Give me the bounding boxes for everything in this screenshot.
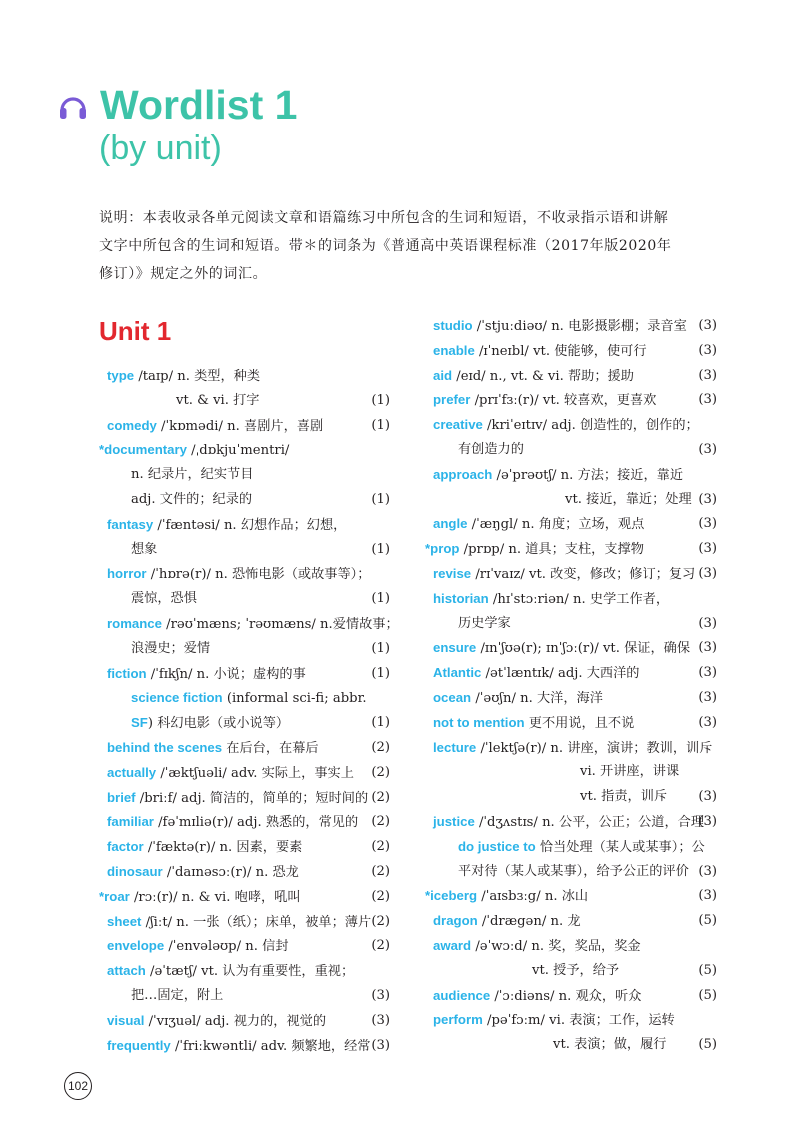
- level-marker: (3): [698, 491, 717, 507]
- definition-text: /ˈəʊʃn/ n. 大洋，海洋: [471, 690, 603, 706]
- wordlist-line: [425, 984, 717, 1009]
- definition-text: 历史学家: [458, 615, 511, 631]
- definition-text: 震惊，恐惧: [131, 591, 197, 607]
- wordlist-line: [99, 389, 390, 414]
- headword: comedy: [107, 417, 157, 433]
- definition-text: /eɪd/ n., vt. & vi. 帮助；援助: [452, 368, 634, 384]
- definition-text: 浪漫史；爱情: [131, 640, 211, 656]
- definition-text: /ˈvɪʒuəl/ adj. 视力的，视觉的: [144, 1013, 327, 1029]
- wordlist-line: [99, 364, 390, 389]
- wordlist-line: [99, 885, 390, 910]
- note-line: 说明：本表收录各单元阅读文章和语篇练习中所包含的生词和短语，不收录指示语和讲解: [99, 210, 669, 226]
- wordlist-line: [99, 761, 390, 786]
- headword: romance: [107, 615, 162, 631]
- wordlist-line: [99, 736, 390, 761]
- definition-text: /briːf/ adj. 简洁的，简单的；短时间的: [135, 790, 369, 806]
- headword: actually: [107, 764, 157, 780]
- explanation-note: [99, 204, 711, 288]
- level-marker: (3): [698, 714, 717, 730]
- definition-text: ) 科幻电影（或小说等）: [147, 716, 290, 732]
- headword: aid: [433, 367, 453, 383]
- level-marker: (3): [698, 516, 717, 532]
- wordlist-line: [425, 760, 717, 785]
- definition-text: vt. 指责，训斥: [580, 789, 668, 805]
- definition-text: /ˈfæktə(r)/ n. 因素，要素: [143, 840, 303, 856]
- headword: enable: [433, 342, 475, 358]
- wordlist-line: [425, 810, 717, 835]
- definition-text: /prɪˈfɜː(r)/ vt. 较喜欢，更喜欢: [470, 393, 657, 409]
- headword: prop: [430, 541, 460, 557]
- headword: not to mention: [433, 714, 525, 730]
- wordlist-line: [425, 438, 717, 463]
- out-of-standard-marker: *: [99, 442, 105, 458]
- level-marker: (3): [698, 367, 717, 383]
- level-marker: (3): [698, 565, 717, 581]
- wordlist-line: [425, 959, 717, 984]
- definition-text: n. 纪录片，纪实节目: [131, 467, 254, 483]
- wordlist-line: [425, 1008, 717, 1033]
- level-marker: (2): [371, 913, 390, 929]
- wordlist-line: [425, 314, 717, 339]
- definition-text: /ˈstjuːdiəʊ/ n. 电影摄影棚；录音室: [472, 319, 687, 334]
- level-marker: (1): [371, 417, 390, 433]
- wordlist-line: [425, 884, 717, 909]
- headword: envelope: [107, 938, 165, 954]
- level-marker: (3): [698, 392, 717, 408]
- definition-text: /prɒp/ n. 道具；支柱，支撑物: [459, 542, 644, 558]
- level-marker: (3): [371, 1037, 390, 1053]
- page-number: 102: [64, 1072, 92, 1100]
- headword: roar: [104, 888, 130, 904]
- headword: factor: [107, 839, 144, 855]
- definition-text: /rəʊˈmæns; ˈrəʊmæns/ n.爱情故事；: [161, 616, 399, 632]
- level-marker: (5): [698, 987, 717, 1003]
- wordlist-line: [99, 686, 390, 711]
- headword: frequently: [107, 1037, 171, 1053]
- level-marker: (3): [698, 441, 717, 457]
- page-title: Wordlist 1: [100, 82, 298, 128]
- headword: award: [433, 937, 472, 953]
- level-marker: (5): [698, 962, 717, 978]
- wordlist-line: [425, 785, 717, 810]
- headword: type: [107, 368, 135, 383]
- definition-text: /ˈlektʃə(r)/ n. 讲座，演讲；教训，训斥: [476, 740, 713, 756]
- wordlist-line: [99, 513, 390, 538]
- wordlist-line: [425, 463, 717, 488]
- level-marker: (5): [698, 913, 717, 929]
- level-marker: (5): [698, 1037, 717, 1053]
- headword: studio: [433, 318, 473, 333]
- headword: behind the scenes: [107, 739, 223, 755]
- definition-text: /ˈɔːdiəns/ n. 观众，听众: [490, 988, 642, 1004]
- out-of-standard-marker: *: [425, 541, 431, 557]
- page-subtitle: (by unit): [99, 129, 222, 167]
- wordlist-line: [425, 661, 717, 686]
- wordlist-line: [99, 438, 390, 463]
- level-marker: (1): [371, 665, 390, 681]
- definition-text: /hɪˈstɔːriən/ n. 史学工作者，: [488, 591, 670, 607]
- level-marker: (1): [371, 591, 390, 607]
- wordlist-line: [99, 835, 390, 860]
- wordlist-line: [425, 736, 717, 761]
- wordlist-line: [425, 711, 717, 736]
- wordlist-line: [99, 934, 390, 959]
- level-marker: (1): [371, 640, 390, 656]
- wordlist-line: [425, 413, 717, 438]
- definition-text: /ˌdɒkjuˈmentri/: [186, 443, 290, 459]
- definition-text: /ˈdaɪnəsɔː(r)/ n. 恐龙: [162, 864, 299, 880]
- headword: justice: [433, 813, 475, 829]
- out-of-standard-marker: *: [99, 888, 105, 904]
- wordlist-line: [425, 388, 717, 413]
- level-marker: (1): [371, 715, 390, 731]
- wordlist-line: [425, 909, 717, 934]
- definition-text: vi. 开讲座，讲课: [580, 764, 680, 780]
- headword: SF: [131, 715, 148, 731]
- level-marker: (2): [371, 764, 390, 780]
- wordlist-line: [425, 537, 717, 562]
- definition-text: 平对待（某人或某事），给予公正的评价: [458, 863, 689, 879]
- definition-text: 把…固定，附上: [131, 987, 224, 1003]
- note-line: 文字中所包含的生词和短语。带＊的词条为《普通高中英语课程标准（2017年版2020年: [99, 238, 672, 254]
- headword: angle: [433, 516, 468, 532]
- headword: audience: [433, 987, 491, 1003]
- headword: sheet: [107, 913, 142, 929]
- wordlist-line: [99, 538, 390, 563]
- headword: science fiction: [131, 690, 223, 706]
- wordlist-line: [99, 612, 399, 637]
- wordlist-line: [99, 984, 390, 1009]
- definition-text: /kriˈeɪtɪv/ adj. 创造性的，创作的；: [482, 418, 699, 434]
- level-marker: (2): [371, 863, 390, 879]
- definition-text: /pəˈfɔːm/ vi. 表演；工作，运转: [482, 1013, 675, 1029]
- headword: dinosaur: [107, 863, 163, 879]
- wordlist-line: [425, 488, 717, 513]
- headword: iceberg: [430, 888, 478, 904]
- definition-text: /ˈenvələʊp/ n. 信封: [164, 939, 289, 955]
- wordlist-line: [99, 463, 390, 488]
- level-marker: (3): [698, 665, 717, 681]
- level-marker: (3): [371, 1012, 390, 1028]
- headword: Atlantic: [433, 665, 482, 681]
- headword: prefer: [433, 392, 471, 408]
- definition-text: /əˈwɔːd/ n. 奖，奖品，奖金: [471, 938, 641, 954]
- headword: ensure: [433, 640, 477, 656]
- level-marker: (3): [698, 541, 717, 557]
- level-marker: (3): [698, 813, 717, 829]
- wordlist-line: [425, 512, 717, 537]
- definition-text: /rɪˈvaɪz/ vt. 改变，修改；修订；复习: [471, 566, 696, 582]
- out-of-standard-marker: *: [425, 888, 431, 904]
- level-marker: (1): [371, 491, 390, 507]
- definition-text: /rɔː(r)/ n. & vi. 咆哮，吼叫: [129, 889, 301, 905]
- definition-text: /ˈkɒmədi/ n. 喜剧片，喜剧: [156, 418, 324, 434]
- level-marker: (3): [698, 318, 717, 333]
- level-marker: (3): [371, 987, 390, 1003]
- wordlist-column-right: [425, 314, 717, 1058]
- wordlist-line: [425, 364, 717, 389]
- definition-text: /ˈhɒrə(r)/ n. 恐怖电影（或故事等）；: [146, 567, 371, 583]
- headword: attach: [107, 963, 146, 979]
- level-marker: (2): [371, 814, 390, 830]
- headword: fiction: [107, 665, 147, 681]
- wordlist-line: [99, 810, 390, 835]
- level-marker: (3): [698, 689, 717, 705]
- level-marker: (3): [698, 888, 717, 904]
- headword: revise: [433, 565, 472, 581]
- definition-text: /ˈaɪsbɜːg/ n. 冰山: [477, 889, 589, 905]
- wordlist-line: [425, 860, 717, 885]
- definition-text: vt. 授予，给予: [532, 962, 620, 978]
- headword: familiar: [107, 814, 154, 830]
- definition-text: /ˈæktʃuəli/ adv. 实际上，事实上: [156, 765, 354, 781]
- headword: brief: [107, 789, 136, 805]
- wordlist-line: [425, 636, 717, 661]
- level-marker: (3): [698, 789, 717, 805]
- headword: dragon: [433, 913, 478, 929]
- level-marker: (2): [371, 739, 390, 755]
- wordlist-line: [99, 786, 390, 811]
- level-marker: (1): [371, 541, 390, 557]
- level-marker: (2): [371, 839, 390, 855]
- definition-text: /ˈæŋgl/ n. 角度；立场，观点: [467, 517, 645, 533]
- level-marker: (3): [698, 863, 717, 879]
- wordlist-line: [425, 1033, 717, 1058]
- level-marker: (3): [698, 640, 717, 656]
- definition-text: /ətˈlæntɪk/ adj. 大西洋的: [481, 666, 640, 682]
- wordlist-line: [425, 686, 717, 711]
- definition-text: 恰当处理（某人或某事）；公: [535, 839, 705, 855]
- definition-text: /ʃiːt/ n. 一张（纸）；床单，被单；薄片: [141, 914, 372, 930]
- definition-text: /əˈprəʊtʃ/ n. 方法；接近，靠近: [492, 467, 684, 483]
- headword: perform: [433, 1012, 483, 1028]
- wordlist-line: [425, 562, 717, 587]
- wordlist-line: [99, 488, 390, 513]
- definition-text: (informal sci-fi; abbr.: [222, 691, 367, 707]
- level-marker: (2): [371, 789, 390, 805]
- definition-text: /taɪp/ n. 类型，种类: [134, 369, 261, 384]
- headword: documentary: [104, 442, 187, 458]
- definition-text: vt. 表演；做，履行: [553, 1037, 667, 1053]
- wordlist-line: [99, 637, 390, 662]
- level-marker: (1): [371, 392, 390, 408]
- definition-text: 在后台，在幕后: [222, 740, 319, 756]
- headword: fantasy: [107, 516, 154, 532]
- definition-text: vt. 接近，靠近；处理: [565, 491, 692, 507]
- definition-text: /ˈfɪkʃn/ n. 小说；虚构的事: [146, 666, 306, 682]
- wordlist-line: [425, 612, 717, 637]
- wordlist-line: [99, 910, 390, 935]
- wordlist-line: [99, 1034, 390, 1059]
- level-marker: (2): [371, 888, 390, 904]
- definition-text: /əˈtætʃ/ vt. 认为有重要性，重视；: [145, 964, 355, 980]
- wordlist-line: [99, 860, 390, 885]
- headword: creative: [433, 417, 483, 433]
- definition-text: /fəˈmɪliə(r)/ adj. 熟悉的，常见的: [153, 815, 359, 831]
- wordlist-line: [425, 339, 717, 364]
- definition-text: /ˈfriːkwəntli/ adv. 频繁地，经常: [170, 1038, 371, 1054]
- definition-text: /ɪnˈʃʊə(r); ɪnˈʃɔː(r)/ vt. 保证，确保: [476, 641, 691, 657]
- headword: lecture: [433, 739, 477, 755]
- wordlist-line: [99, 662, 390, 687]
- definition-text: /ˈfæntəsi/ n. 幻想作品；幻想，: [153, 517, 347, 533]
- wordlist-line: [99, 562, 390, 587]
- headword: horror: [107, 566, 147, 582]
- wordlist-line: [425, 934, 717, 959]
- level-marker: (3): [698, 342, 717, 358]
- definition-text: /ˈdrægən/ n. 龙: [477, 914, 581, 930]
- definition-text: adj. 文件的；纪录的: [131, 491, 253, 507]
- wordlist-line: [425, 835, 717, 860]
- headword: do justice to: [458, 838, 536, 854]
- definition-text: /ˈdʒʌstɪs/ n. 公平，公正；公道，合理: [474, 814, 705, 830]
- definition-text: 更不用说，且不说: [524, 715, 635, 731]
- definition-text: 想象: [131, 541, 158, 557]
- headword: ocean: [433, 689, 472, 705]
- unit-heading: Unit 1: [99, 316, 172, 346]
- wordlist-column-left: [99, 364, 399, 1058]
- definition-text: /ɪˈneɪbl/ vt. 使能够，使可行: [474, 343, 647, 359]
- wordlist-line: [99, 1009, 390, 1034]
- wordlist-line: [99, 711, 390, 736]
- wordlist-line: [99, 959, 390, 984]
- wordlist-line: [99, 587, 390, 612]
- definition-text: vt. & vi. 打字: [176, 392, 260, 408]
- headword: historian: [433, 590, 489, 606]
- definition-text: 有创造力的: [458, 441, 524, 457]
- note-line: 修订）》规定之外的词汇。: [99, 266, 268, 282]
- level-marker: (2): [371, 938, 390, 954]
- wordlist-line: [425, 587, 717, 612]
- headphones-icon: [58, 92, 88, 122]
- level-marker: (3): [698, 615, 717, 631]
- headword: visual: [107, 1012, 145, 1028]
- wordlist-line: [99, 414, 390, 439]
- headword: approach: [433, 466, 493, 482]
